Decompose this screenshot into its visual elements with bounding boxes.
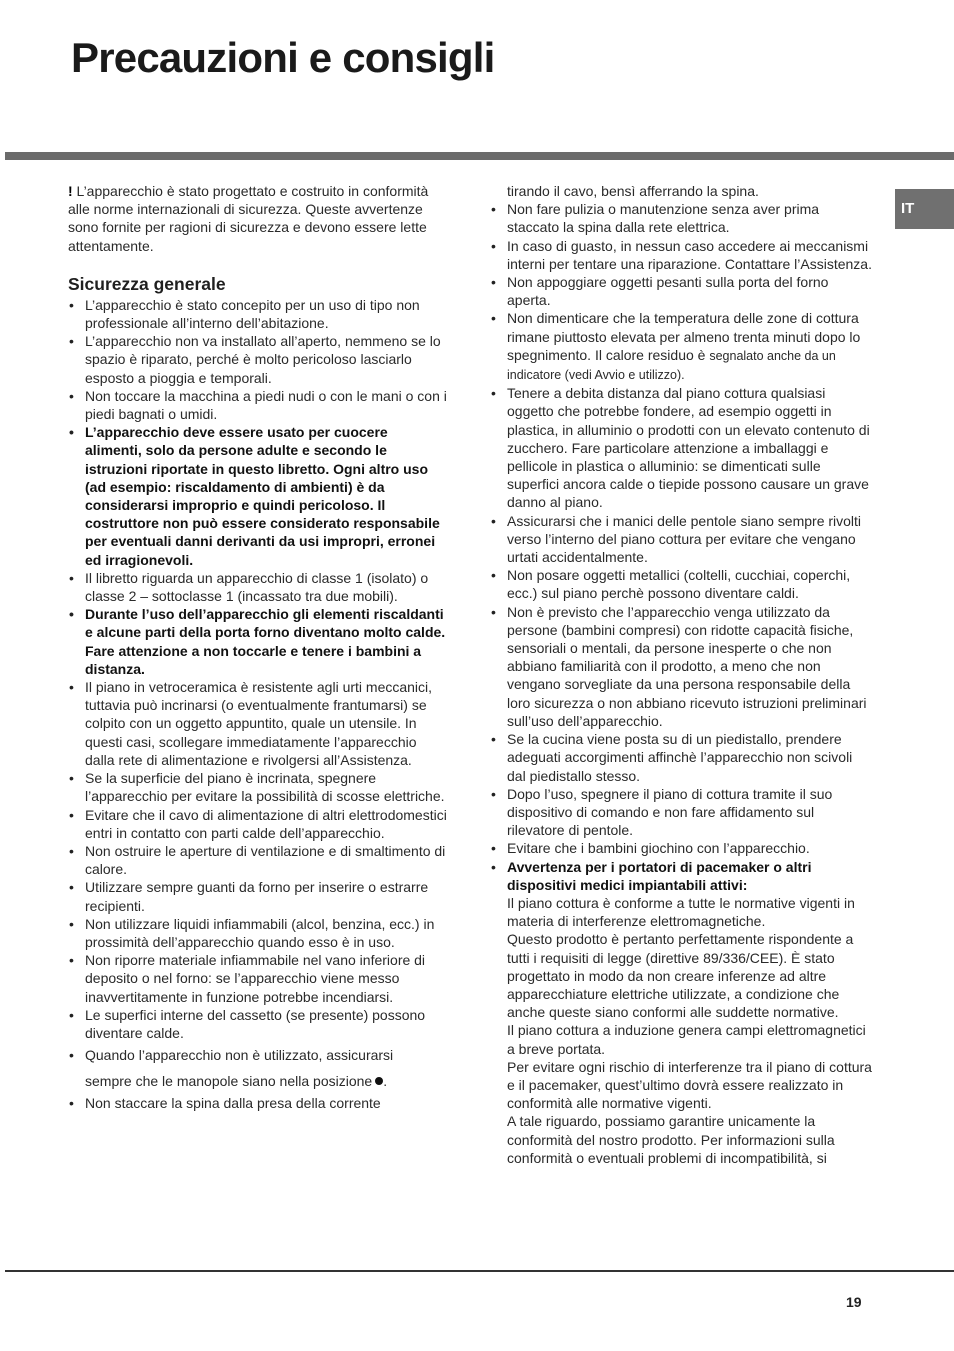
intro-text: L’apparecchio è stato progettato e costruito in conformità alle norme internazionali di sicurezza. Queste avvertenze sono fornite per ragioni di sicurezza e devono essere lette attentamente. (68, 183, 429, 254)
list-item: • Il libretto riguarda un apparecchio di classe 1 (isolato) o classe 2 – sottoclasse 1 (incassato tra due mobili). (68, 569, 448, 605)
list-item: • L’apparecchio è stato concepito per un uso di tipo non professionale all’interno dell’abitazione. (68, 296, 448, 332)
off-position-dot-icon (375, 1077, 383, 1085)
list-item: • Se la cucina viene posta su di un piedistallo, prendere adeguati accorgimenti affinchè l’apparecchio non scivoli dal piedistallo stesso. (490, 730, 872, 785)
list-item: • In caso di guasto, in nessun caso accedere ai meccanismi interni per tentare una riparazione. Contattare l’Assistenza. (490, 237, 872, 273)
safety-list-continued (490, 182, 872, 1167)
list-item: • Non ostruire le aperture di ventilazione e di smaltimento di calore. (68, 842, 448, 878)
list-item: • L’apparecchio non va installato all’aperto, nemmeno se lo spazio è riparato, perché è molto pericoloso lasciarlo esposto a pioggia e temporali. (68, 332, 448, 387)
right-column (490, 182, 872, 1167)
list-item-residual-heat (490, 309, 872, 384)
pacemaker-heading: • Avvertenza per i portatori di pacemaker o altri dispositivi medici impiantabili attivi: (507, 858, 812, 893)
list-item: • Assicurarsi che i manici delle pentole siano sempre rivolti verso l’interno del piano cottura per evitare che vengano urtati accidentalmente. (490, 512, 872, 567)
pacemaker-paragraph: Il piano cottura a induzione genera campi elettromagnetici a breve portata. (507, 1022, 866, 1057)
list-item: • Se la superficie del piano è incrinata, spegnere l’apparecchio per evitare la possibilità di scosse elettriche. (68, 769, 448, 805)
list-item-continuation: tirando il cavo, bensì afferrando la spina. (507, 183, 759, 199)
list-item: • Non fare pulizia o manutenzione senza aver prima staccato la spina dalla rete elettrica. (490, 200, 872, 236)
residual-heat-text: Non dimenticare che la temperatura delle zone di cottura rimane piuttosto elevata per almeno trenta minuti dopo lo spegnimento. Il calore residuo è (507, 310, 861, 363)
list-item-knobs (68, 1042, 448, 1094)
list-item-bold: • L’apparecchio deve essere usato per cuocere alimenti, solo da persone adulte e secondo le istruzioni riportate in questo libretto. Ogni altro uso (ad esempio: riscaldamento di ambienti) è da considerarsi improprio e quindi pericoloso. Il costruttore non può essere considerato responsabile per eventuali danni derivanti da usi impropri, erronei ed irragionevoli. (68, 423, 448, 569)
page-number: 19 (846, 1294, 862, 1310)
intro-paragraph (68, 182, 448, 255)
safety-list (68, 296, 448, 1113)
list-item: • Evitare che il cavo di alimentazione di altri elettrodomestici entri in contatto con parti calde dell’apparecchio. (68, 806, 448, 842)
page-title: Precauzioni e consigli (71, 34, 495, 81)
knobs-text-line2: sempre che le manopole siano nella posizione (85, 1073, 373, 1090)
list-item: • Non staccare la spina dalla presa della corrente (68, 1094, 448, 1112)
pacemaker-paragraph: A tale riguardo, possiamo garantire unicamente la conformità del nostro prodotto. Per informazioni sulla conformità o eventuali problemi di incompatibilità, si (507, 1113, 835, 1166)
pacemaker-paragraph: Per evitare ogni rischio di interferenze tra il piano di cottura e il pacemaker, quest’ultimo dovrà essere realizzato in conformità alle normative vigenti. (507, 1058, 872, 1112)
list-item: • Non è previsto che l’apparecchio venga utilizzato da persone (bambini compresi) con ridotte capacità fisiche, sensoriali o mentali, da persone inesperte o che non abbiano familiarità con il prodotto, a meno che non vengano sorvegliate da una persona responsabile della loro sicurezza o non abbiano ricevuto istruzioni preliminari sull’uso dell’apparecchio. (490, 603, 872, 730)
list-item: • Utilizzare sempre guanti da forno per inserire o estrarre recipienti. (68, 878, 448, 914)
footer-divider (5, 1270, 954, 1272)
pacemaker-paragraph: Questo prodotto è pertanto perfettamente rispondente a tutti i requisiti di legge (direttive 89/336/CEE). È stato progettato in modo da non creare inferenze ad altre apparecchiature elettriche utilizzate, a condizione che anche queste siano conformi alle suddette normative. (507, 931, 854, 1021)
list-item: • Non appoggiare oggetti pesanti sulla porta del forno aperta. (490, 273, 872, 309)
list-item: • Non posare oggetti metallici (coltelli, cucchiai, coperchi, ecc.) sul piano perchè possono diventare caldi. (490, 566, 872, 602)
pacemaker-paragraph: Il piano cottura è conforme a tutte le normative vigenti in materia di interferenze elettromagnetiche. (507, 894, 855, 930)
language-tab: IT (895, 189, 954, 229)
list-item: • Le superfici interne del cassetto (se presente) possono diventare calde. (68, 1006, 448, 1042)
list-item-pacemaker (490, 858, 872, 1167)
warning-mark: ! (68, 183, 73, 199)
list-item-bold: • Durante l’uso dell’apparecchio gli elementi riscaldanti e alcune parti della porta forno diventano molto calde. Fare attenzione a non toccarle e tenere i bambini a distanza. (68, 605, 448, 678)
section-heading-general-safety: Sicurezza generale (68, 273, 226, 294)
header-divider (5, 152, 954, 160)
list-item: • Dopo l’uso, spegnere il piano di cottura tramite il suo dispositivo di comando e non fare affidamento sul rilevatore di pentole. (490, 785, 872, 840)
list-item: • Non riporre materiale infiammabile nel vano inferiore di deposito o nel forno: se l’apparecchio viene messo inavvertitamente in funzione potrebbe incendiarsi. (68, 951, 448, 1006)
list-item: • Tenere a debita distanza dal piano cottura qualsiasi oggetto che potrebbe fondere, ad esempio oggetti in plastica, in alluminio o prodotti con un elevato contenuto di zucchero. Fare particolare attenzione a imballaggi e pellicole in plastica o alluminio: se dimenticati sulle superfici ancora calde o tiepide possono causare un grave danno al piano. (490, 384, 872, 511)
list-item: • Evitare che i bambini giochino con l’apparecchio. (490, 839, 872, 857)
list-item: • Il piano in vetroceramica è resistente agli urti meccanici, tuttavia può incrinarsi (o eventualmente frantumarsi) se colpito con un oggetto appuntito, quale un utensile. In questi casi, scollegare immediatamente l’apparecchio dalla rete di alimentazione e rivolgersi all’Assistenza. (68, 678, 448, 769)
residual-heat-indicator-note: segnalato anche da un indicatore (vedi Avvio e utilizzo). (507, 348, 836, 383)
list-item: • Non toccare la macchina a piedi nudi o con le mani o con i piedi bagnati o umidi. (68, 387, 448, 423)
knobs-text-end: . (383, 1073, 388, 1090)
list-item: • Non utilizzare liquidi infiammabili (alcol, benzina, ecc.) in prossimità dell’apparecchio quando esso è in uso. (68, 915, 448, 951)
left-column (68, 182, 448, 1112)
knobs-text-line1: • Quando l’apparecchio non è utilizzato, assicurarsi (85, 1047, 394, 1064)
